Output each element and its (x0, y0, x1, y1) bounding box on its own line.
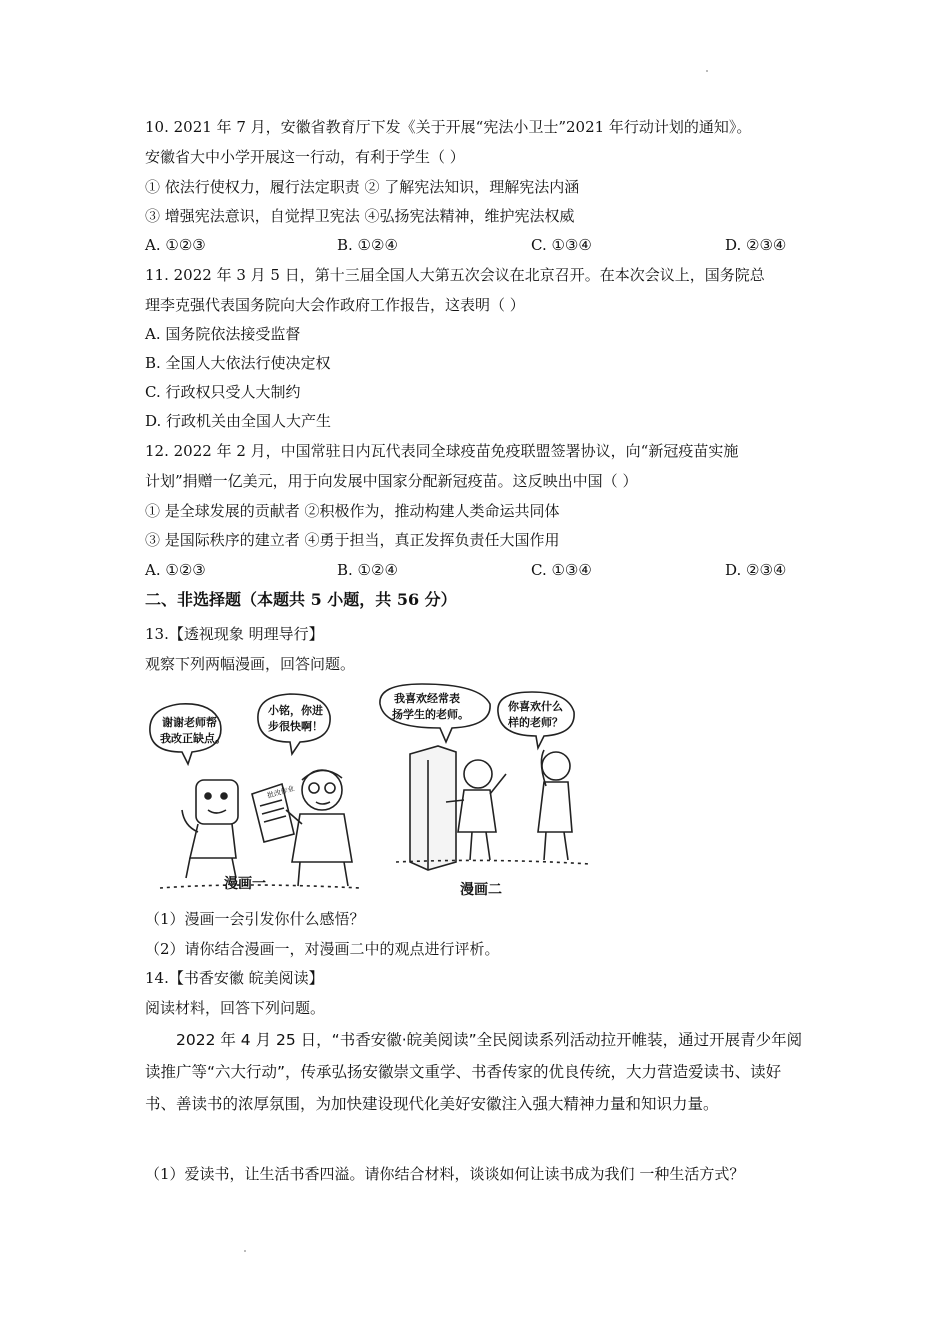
q10-statements-2: ③ 增强宪法意识，自觉捍卫宪法 ④弘扬宪法精神，维护宪法权威 (145, 207, 575, 225)
q11-option-b: B. 全国人大依法行使决定权 (145, 354, 331, 372)
q11-option-a: A. 国务院依法接受监督 (145, 325, 301, 343)
bubble-teacher-line2: 步很快啊！ (268, 720, 323, 733)
q12-statements-2: ③ 是国际秩序的建立者 ④勇于担当，真正发挥负责任大国作用 (145, 531, 560, 549)
cartoon-illustration (140, 682, 600, 900)
q12-option-b: B. ①②④ (337, 561, 398, 579)
q12-options (145, 559, 815, 581)
bubble-student-line1: 谢谢老师帮 (162, 716, 217, 729)
q10-options (145, 234, 815, 256)
q13-intro: 观察下列两幅漫画，回答问题。 (145, 655, 356, 673)
q11-option-d: D. 行政机关由全国人大产生 (145, 412, 332, 430)
q11-stem-line2: 理李克强代表国务院向大会作政府工作报告，这表明（ ） (145, 296, 525, 314)
caption-comic-two: 漫画二 (460, 882, 502, 898)
q11-option-c: C. 行政权只受人大制约 (145, 383, 301, 401)
q13-sub2: （2）请你结合漫画一，对漫画二中的观点进行评析。 (145, 940, 500, 958)
q12-stem-line1: 12. 2022 年 2 月，中国常驻日内瓦代表同全球疫苗免疫联盟签署协议，向“新冠疫苗实施 (145, 442, 739, 460)
teacher-figure-2 (542, 752, 570, 780)
student-figure-2 (464, 760, 492, 788)
caption-comic-one: 漫画一 (224, 876, 266, 892)
q10-option-c: C. ①③④ (531, 236, 592, 254)
q12-stem-line2: 计划”捐赠一亿美元，用于向发展中国家分配新冠疫苗。这反映出中国（ ） (145, 472, 638, 490)
q14-title: 14.【书香安徽 皖美阅读】 (145, 969, 324, 987)
q13-title: 13.【透视现象 明理导行】 (145, 625, 324, 643)
q13-sub1: （1）漫画一会引发你什么感悟？ (145, 910, 365, 928)
q10-stem-line2: 安徽省大中小学开展这一行动，有利于学生（ ） (145, 148, 465, 166)
q11-stem-line1: 11. 2022 年 3 月 5 日，第十三届全国人大第五次会议在北京召开。在本次会议上，国务院总 (145, 266, 765, 284)
section-heading: 二、非选择题（本题共 5 小题，共 56 分） (145, 590, 457, 609)
scan-speck (244, 1250, 246, 1252)
q10-option-a: A. ①②③ (145, 236, 206, 254)
q10-stem-line1: 10. 2021 年 7 月，安徽省教育厅下发《关于开展“宪法小卫士”2021 年行动计划的通知》。 (145, 118, 752, 136)
q10-option-b: B. ①②④ (337, 236, 398, 254)
student-figure (196, 780, 238, 824)
bubble-student2-line2: 扬学生的老师。 (392, 708, 469, 721)
q12-option-d: D. ②③④ (725, 561, 787, 579)
q12-option-a: A. ①②③ (145, 561, 206, 579)
q12-statements-1: ① 是全球发展的贡献者 ②积极作为，推动构建人类命运共同体 (145, 502, 560, 520)
bubble-teacher2-line2: 样的老师？ (508, 716, 563, 729)
bubble-student2-line1: 我喜欢经常表 (394, 692, 460, 705)
q12-option-c: C. ①③④ (531, 561, 592, 579)
q14-intro: 阅读材料，回答下列问题。 (145, 999, 326, 1017)
q14-sub1: （1）爱读书，让生活书香四溢。请你结合材料，谈谈如何让读书成为我们 一种生活方式？ (145, 1165, 745, 1183)
bubble-student-line2: 我改正缺点。 (160, 732, 226, 745)
pillar (410, 746, 456, 870)
q10-statements-1: ① 依法行使权力，履行法定职责 ② 了解宪法知识，理解宪法内涵 (145, 178, 580, 196)
bubble-teacher2-line1: 你喜欢什么 (508, 700, 563, 713)
paper-label: 批改作业 (266, 784, 296, 800)
scan-speck (706, 70, 708, 72)
q10-option-d: D. ②③④ (725, 236, 787, 254)
bubble-teacher-line1: 小铭，你进 (268, 704, 323, 717)
q14-material: 2022 年 4 月 25 日，“书香安徽·皖美阅读”全民阅读系列活动拉开帷装，通过开展青少年阅读推广等“六大行动”，传承弘扬安徽崇文重学、书香传家的优良传统，大力营造爱读书、读好书、善读书的浓厚氛围，为加快建设现代化美好安徽注入强大精神力量和知识力量。 (145, 1031, 803, 1113)
